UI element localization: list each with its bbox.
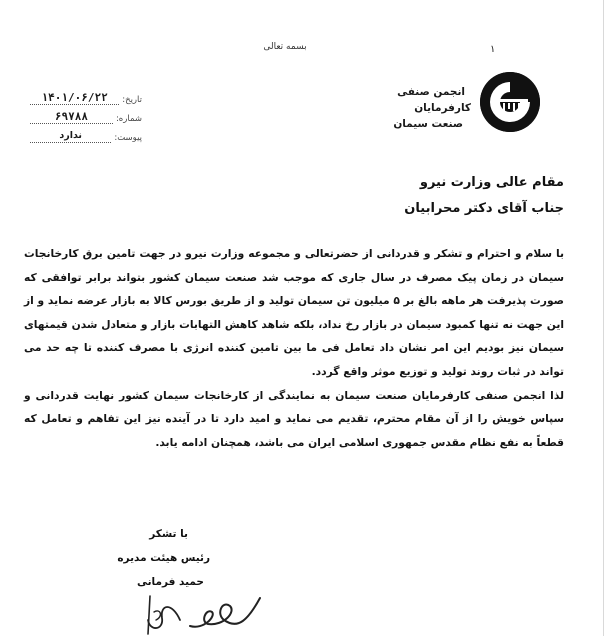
basmala: بسمه تعالی	[263, 42, 307, 52]
date-value: ۱۴۰۱/۰۶/۲۲	[30, 91, 119, 105]
date-row	[30, 86, 142, 105]
corner-mark: ۱	[490, 44, 496, 55]
addressee-line-1: مقام عالی وزارت نیرو	[419, 175, 564, 190]
signature-block	[98, 522, 218, 594]
org-name-line-3: صنعت سیمان	[393, 118, 463, 130]
attachment-label: پیوست:	[114, 133, 142, 143]
org-logo-icon	[480, 72, 540, 132]
body-paragraph-1: با سلام و احترام و تشکر و قدردانی از حضرتعالی و مجموعه وزارت نیرو در جهت تامین برق کارخانجات سیمان در زمان پیک مصرف در سال جاری که موجب شد صنعت سیمان کشور بتواند برابر توافقی که صورت پذیرفت هر ماهه بالغ بر ۵ میلیون تن سیمان تولید و از طریق بورس کالا به بازار عرضه نماید و از این جهت نه تنها کمبود سیمان در بازار رخ نداد، بلکه شاهد کاهش التهابات بازار و متعادل شدن قیمتهای سیمان نیز بودیم این امر نشان داد تعامل فی ما بین تامین کننده انرژی با مصرف کننده تا چه حد می تواند در ثبات روند تولید و توزیع موثر واقع گردد.	[24, 247, 564, 378]
letter-meta	[30, 86, 142, 143]
addressee	[404, 170, 564, 222]
number-value: ۶۹۷۸۸	[30, 110, 113, 124]
signer-title: رئیس هیئت مدیره	[117, 552, 210, 564]
signer-name: حمید فرمانی	[136, 576, 204, 588]
attachment-row	[30, 124, 142, 143]
org-name-line-1: انجمن صنفی	[397, 86, 465, 98]
number-row	[30, 105, 142, 124]
attachment-value: ندارد	[30, 129, 111, 143]
letter-body	[24, 242, 564, 454]
page-edge	[603, 0, 604, 636]
number-label: شماره:	[115, 114, 142, 124]
date-label: تاریخ:	[122, 95, 142, 105]
org-name-line-2: کارفرمایان	[414, 102, 471, 114]
addressee-line-2: جناب آقای دکتر محرابیان	[404, 201, 564, 216]
body-paragraph-2: لذا انجمن صنفی کارفرمایان صنعت سیمان به نمایندگی از کارخانجات سیمان کشور نهایت قدردانی و سپاس خویش را از آن مقام محترم، تقدیم می نماید و امید دارد تا در آینده نیز این تفاهم و تعامل که قطعاً به نفع نظام مقدس جمهوری اسلامی ایران می باشد، همچنان ادامه یابد.	[24, 388, 564, 449]
closing: با تشکر	[149, 528, 188, 540]
org-name	[361, 84, 471, 132]
handwritten-signature-icon	[120, 590, 270, 636]
